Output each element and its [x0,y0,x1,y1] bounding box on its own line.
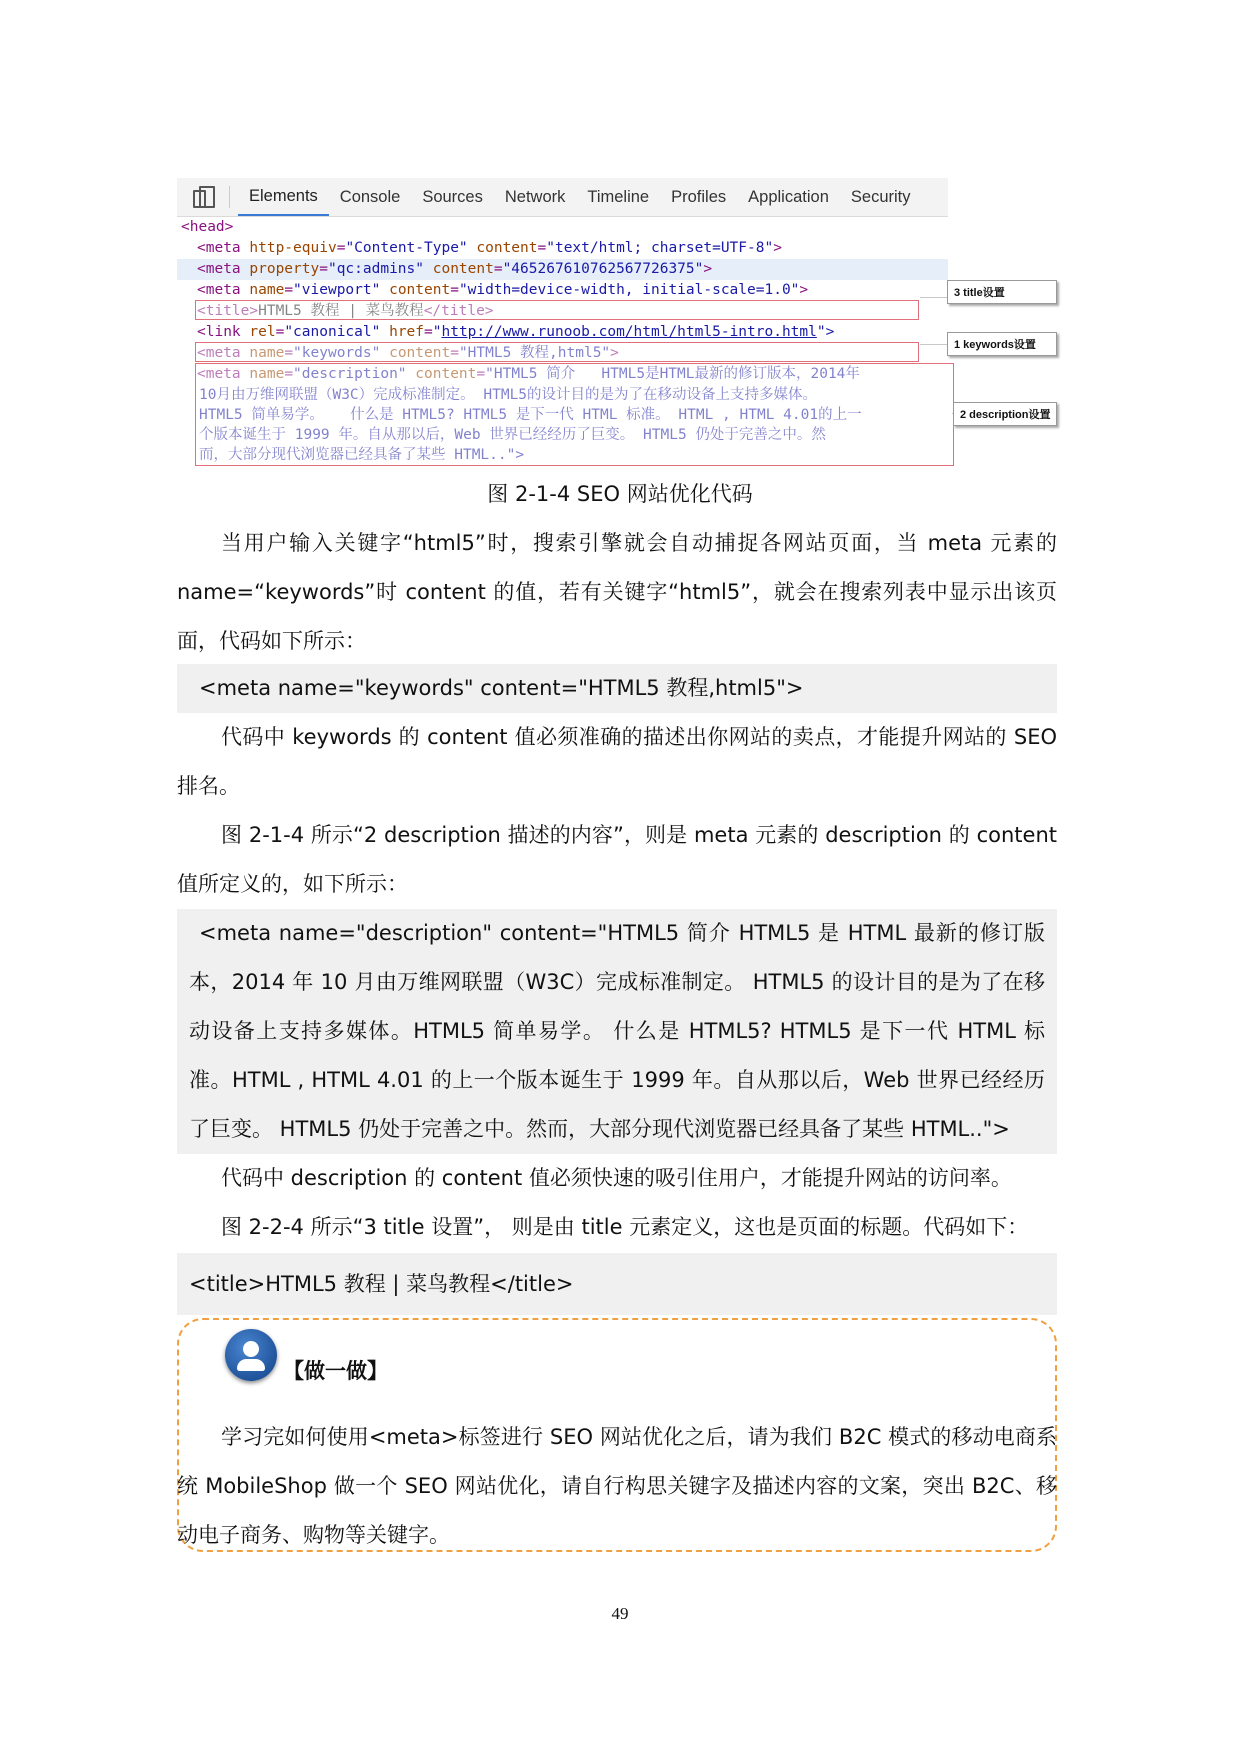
figure-caption: 图 2-1-4 SEO 网站优化代码 [487,482,753,506]
code-line-meta-property[interactable]: <meta property="qc:admins" content="465267610762567726375"> [177,259,948,280]
tab-security[interactable]: Security [850,188,911,206]
callout-description: 2 description设置 [953,402,1057,426]
exercise-title: 【做一做】 [283,1359,388,1383]
code-text: <meta name="description" content="HTML5 简介 HTML5 是 HTML 最新的修订版本，2014 年 10 月由万维网联盟（W3C）完成标准制定。 HTML5 的设计目的是为了在移动设备上支持多媒体。HTML5 简单易学。 什么是 HTML5? HTML5 是下一代 HTML 标准。HTML , HTML 4.01 的上一个版本诞生于 1999 年。自从那以后，Web 世界已经经历了巨变。 HTML5 仍处于完善之中。然而，大部分现代浏览器已经具备了某些 HTML.."> [189,921,1045,1141]
code-line-link-canonical[interactable]: <link rel="canonical" href="http://www.runoob.com/html/html5-intro.html"> [197,324,835,340]
code-block-title [177,1253,1057,1315]
paragraph-1: 当用户输入关键字“html5”时，搜索引擎就会自动捕捉各网站页面，当 meta 元素的 name=“keywords”时 content 的值，若有关键字“html5”，就会在搜索列表中显示出该页面，代码如下所示： [177,531,1057,653]
code-text: <title>HTML5 教程 | 菜鸟教程</title> [189,1272,574,1296]
callout-line [920,344,948,345]
tab-sources[interactable]: Sources [422,188,483,206]
desc-line: HTML5 简单易学。 什么是 HTML5? HTML5 是下一代 HTML 标准。 HTML , HTML 4.01的上一 [199,407,862,423]
paragraph-5: 图 2-2-4 所示“3 title 设置”， 则是由 title 元素定义，这也是页面的标题。代码如下： [221,1215,1029,1239]
callout-title: 3 title设置 [947,280,1057,304]
code-line-title[interactable]: <title>HTML5 教程 | 菜鸟教程</title> [197,303,494,319]
tab-network[interactable]: Network [504,188,566,206]
tab-profiles[interactable]: Profiles [671,188,727,206]
code-line-meta-content-type[interactable]: <meta http-equiv="Content-Type" content="text/html; charset=UTF-8"> [197,240,782,256]
canonical-url-link[interactable]: http://www.runoob.com/html/html5-intro.html [441,324,817,340]
title-highlight-box [195,300,919,320]
description-highlight-box [195,363,954,466]
code-line-meta-keywords[interactable]: <meta name="keywords" content="HTML5 教程,html5"> [197,345,619,361]
keywords-highlight-box [195,342,919,362]
code-line-head[interactable]: <head> [181,219,234,235]
tab-elements[interactable]: Elements [238,178,329,216]
callout-keywords: 1 keywords设置 [947,332,1057,356]
desc-line: 10月由万维网联盟（W3C）完成标准制定。 HTML5的设计目的是为了在移动设备上支持多媒体。 [199,387,818,403]
paragraph-4: 代码中 description 的 content 值必须快速的吸引住用户，才能提升网站的访问率。 [221,1166,1012,1190]
user-avatar-icon [225,1329,277,1381]
code-block-keywords [177,664,1057,713]
code-text: <meta name="keywords" content="HTML5 教程,html5"> [199,676,804,700]
paragraph-2: 代码中 keywords 的 content 值必须准确的描述出你网站的卖点，才能提升网站的 SEO 排名。 [177,725,1057,798]
page-number: 49 [611,1604,629,1623]
tab-separator [229,186,230,208]
device-toggle-icon[interactable] [193,186,215,208]
code-line-meta-description[interactable]: <meta name="description" content="HTML5 简介 HTML5是HTML最新的修订版本，2014年 [197,366,860,382]
tab-timeline[interactable]: Timeline [587,188,650,206]
code-line-meta-viewport[interactable]: <meta name="viewport" content="width=device-width, initial-scale=1.0"> [197,282,809,298]
desc-line: 个版本诞生于 1999 年。自从那以后，Web 世界已经经历了巨变。 HTML5 仍处于完善之中。然 [199,427,826,443]
code-block-description [177,909,1057,1154]
desc-line: 而，大部分现代浏览器已经具备了某些 HTML.."> [199,447,525,463]
exercise-text: 学习完如何使用<meta>标签进行 SEO 网站优化之后，请为我们 B2C 模式的移动电商系统 MobileShop 做一个 SEO 网站优化，请自行构思关键字及描述内容的文案，突出 B2C、移动电子商务、购物等关键字。 [177,1425,1057,1547]
devtools-screenshot [177,178,948,465]
tab-console[interactable]: Console [339,188,401,206]
paragraph-3: 图 2-1-4 所示“2 description 描述的内容”，则是 meta 元素的 description 的 content 值所定义的，如下所示： [177,823,1057,896]
devtools-tabbar [177,178,948,217]
callout-line [920,297,948,298]
tab-application[interactable]: Application [748,188,829,206]
